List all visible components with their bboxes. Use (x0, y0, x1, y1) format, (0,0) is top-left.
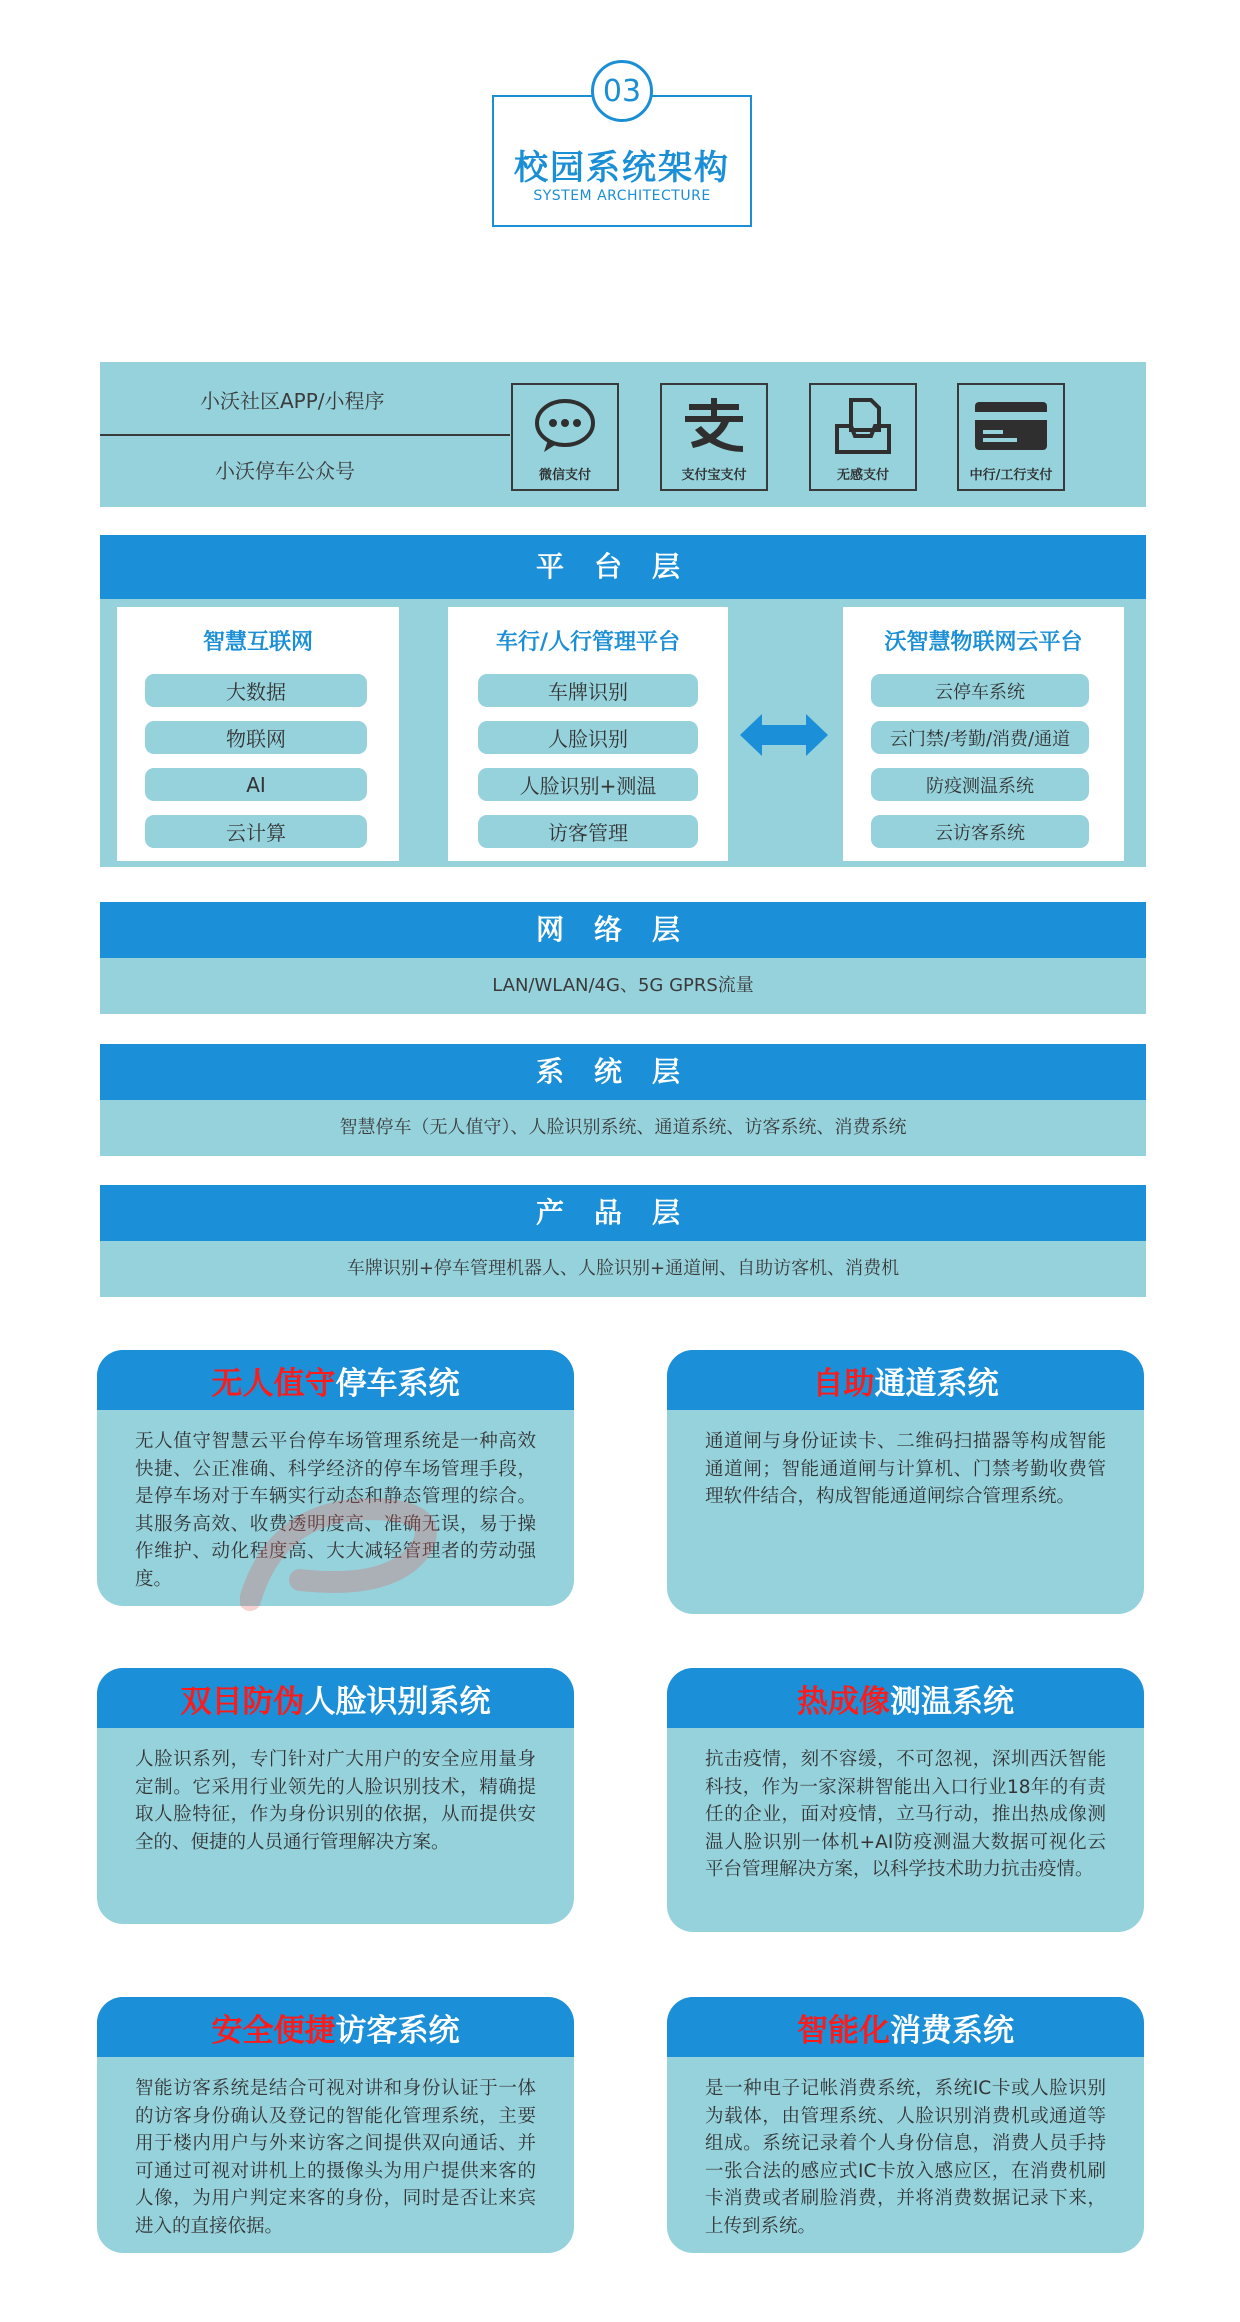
feature-card-title: 安全便捷 访客系统 (97, 1997, 574, 2057)
contactless-pay-icon (811, 391, 915, 461)
pay-tile-alipay (660, 383, 768, 491)
system-layer-title: 系统层 (100, 1044, 1146, 1100)
alipay-icon (662, 391, 766, 461)
feature-card-face (97, 1668, 574, 1924)
feature-card-body: 智能访客系统是结合可视对讲和身份认证于一体的访客身份确认及登记的智能化管理系统，主要用于楼内用户与外来访客之间提供双向通话、并可通过可视对讲机上的摄像头为用户提供来客的人像，为用户判定来客的身份，同时是否让来宾进入的直接依据。 (135, 2078, 536, 2237)
feature-card-consumption (667, 1997, 1144, 2253)
platform-card-title: 智慧互联网 (202, 630, 313, 655)
connector-line (100, 434, 510, 436)
platform-card-internet (117, 607, 399, 861)
feature-card-body: 是一种电子记帐消费系统，系统IC卡或人脸识别为载体，由管理系统、人脸识别消费机或通道等组成。系统记录着个人身份信息，消费人员手持一张合法的感应式IC卡放入感应区，在消费机刷卡消费或者刷脸消费，并将消费数据记录下来，上传到系统。 (705, 2078, 1106, 2237)
platform-card-access (448, 607, 728, 861)
platform-item: 云门禁/考勤/消费/通道 (871, 721, 1089, 754)
platform-card-title: 沃智慧物联网云平台 (884, 630, 1083, 655)
platform-item: 人脸识别 (478, 721, 698, 754)
platform-item: 云访客系统 (871, 815, 1089, 848)
platform-item: AI (145, 768, 367, 801)
pay-tile-wechat (511, 383, 619, 491)
section-title: 校园系统架构 (514, 148, 730, 188)
pay-label: 支付宝支付 (681, 468, 747, 483)
platform-card-cloud (843, 607, 1124, 861)
feature-card-title: 双目防伪 人脸识别系统 (97, 1668, 574, 1728)
platform-item: 访客管理 (478, 815, 698, 848)
feature-card-body: 抗击疫情，刻不容缓，不可忽视，深圳西沃智能科技，作为一家深耕智能出入口行业18年的有责任的企业，面对疫情，立马行动，推出热成像测温人脸识别一体机+AI防疫测温大数据可视化云平台管理解决方案，以科学技术助力抗击疫情。 (705, 1749, 1106, 1880)
platform-item: 云停车系统 (871, 674, 1089, 707)
double-arrow-icon (738, 710, 830, 764)
platform-item: 车牌识别 (478, 674, 698, 707)
platform-item: 云计算 (145, 815, 367, 848)
pay-label: 微信支付 (538, 468, 591, 483)
network-layer-body: LAN/WLAN/4G、5G GPRS流量 (100, 958, 1146, 1014)
pay-tile-bank (957, 383, 1065, 491)
product-layer-body: 车牌识别+停车管理机器人、人脸识别+通道闸、自助访客机、消费机 (100, 1241, 1146, 1297)
wechat-icon (513, 391, 617, 461)
pay-label: 中行/工行支付 (969, 468, 1053, 483)
feature-card-visitor (97, 1997, 574, 2253)
feature-card-gate (667, 1350, 1144, 1614)
product-layer-title: 产品层 (100, 1185, 1146, 1241)
feature-card-body: 通道闸与身份证读卡、二维码扫描器等构成智能通道闸；智能通道闸与计算机、门禁考勤收费管理软件结合，构成智能通道闸综合管理系统。 (705, 1431, 1106, 1507)
platform-layer-title: 平台层 (100, 535, 1146, 599)
feature-card-thermal (667, 1668, 1144, 1932)
network-layer-title: 网络层 (100, 902, 1146, 958)
section-number-badge: 03 (591, 60, 653, 122)
watermark-logo-icon (240, 1480, 460, 1644)
app-label-community: 小沃社区APP/小程序 (200, 389, 385, 413)
section-subtitle: SYSTEM ARCHITECTURE (533, 188, 711, 204)
feature-card-title: 热成像 测温系统 (667, 1668, 1144, 1728)
pay-tile-contactless (809, 383, 917, 491)
pay-label: 无感支付 (836, 468, 889, 483)
feature-card-title: 智能化 消费系统 (667, 1997, 1144, 2057)
platform-item: 物联网 (145, 721, 367, 754)
platform-item: 大数据 (145, 674, 367, 707)
feature-card-title: 无人值守 停车系统 (97, 1350, 574, 1410)
platform-item: 人脸识别+测温 (478, 768, 698, 801)
platform-item: 防疫测温系统 (871, 768, 1089, 801)
platform-card-title: 车行/人行管理平台 (495, 630, 681, 655)
feature-card-body: 无人值守智慧云平台停车场管理系统是一种高效快捷、公正准确、科学经济的停车场管理手段，是停车场对于车辆实行动态和静态管理的综合。其服务高效、收费透明度高、准确无误，易于操作维护、动化程度高、大大减轻管理者的劳动强度。 (135, 1431, 536, 1590)
feature-card-body: 人脸识系列，专门针对广大用户的安全应用量身定制。它采用行业领先的人脸识别技术，精确提取人脸特征，作为身份识别的依据，从而提供安全的、便捷的人员通行管理解决方案。 (135, 1749, 536, 1853)
feature-card-title: 自助 通道系统 (667, 1350, 1144, 1410)
app-label-parking: 小沃停车公众号 (215, 459, 355, 483)
bank-card-icon (959, 391, 1063, 461)
system-layer-body: 智慧停车（无人值守）、人脸识别系统、通道系统、访客系统、消费系统 (100, 1100, 1146, 1156)
